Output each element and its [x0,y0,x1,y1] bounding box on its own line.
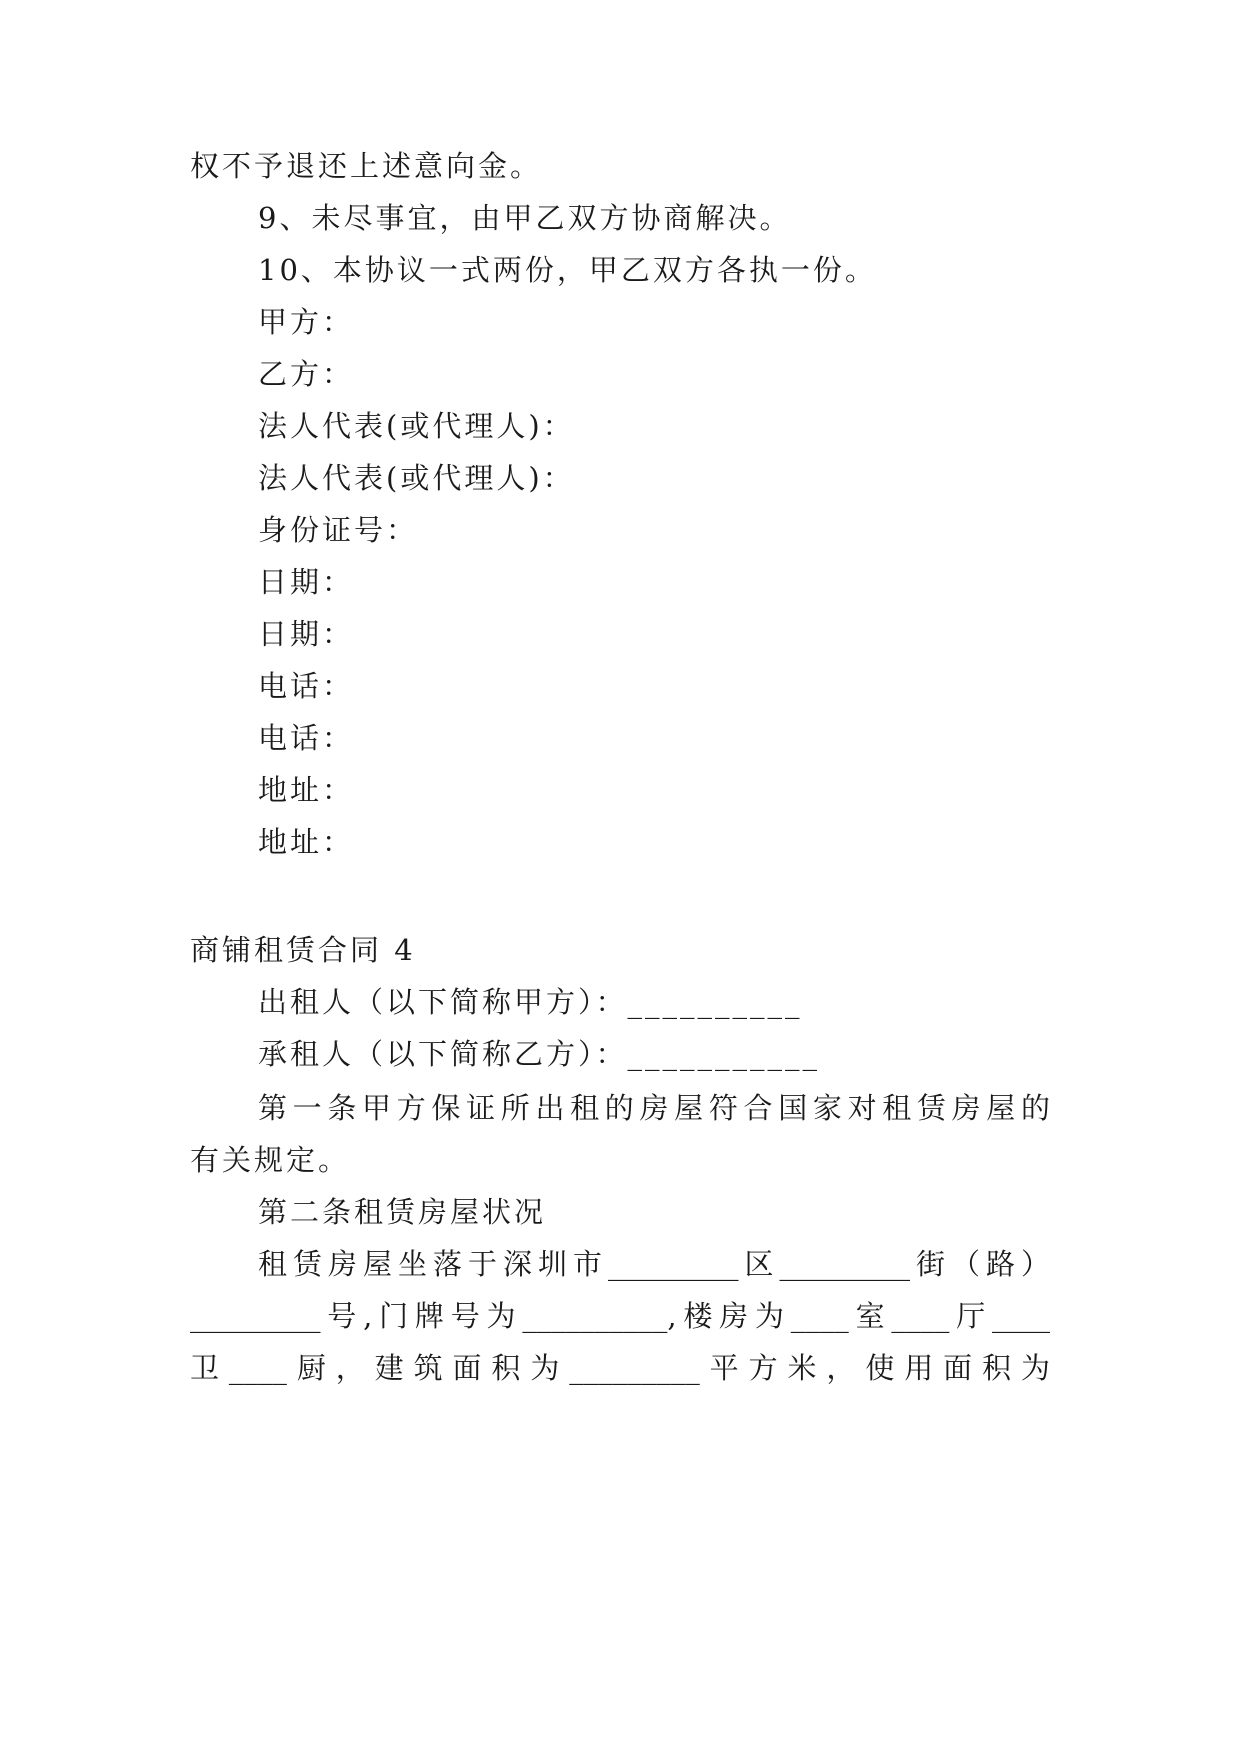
signature-label-address: 地址： [258,773,355,807]
lessor-line: 出租人（以下简称甲方）：__________ [258,985,803,1019]
property-area-line: 卫____厨，建筑面积为_________平方米，使用面积为 [190,1351,1050,1385]
lessee-line: 承租人（以下简称乙方）：___________ [258,1037,821,1071]
section-title: 商铺租赁合同 4 [190,933,416,967]
signature-label-representative: 法人代表(或代理人)： [258,409,575,443]
text-line: 权不予退还上述意向金。 [190,149,543,183]
signature-label-phone: 电话： [258,669,355,703]
signature-label-representative: 法人代表(或代理人)： [258,461,575,495]
signature-label-party-b: 乙方： [258,357,355,391]
text-line: 9、未尽事宜，由甲乙双方协商解决。 [258,201,792,235]
signature-label-phone: 电话： [258,721,355,755]
article-one-text: 第一条甲方保证所出租的房屋符合国家对租赁房屋的 [258,1091,1050,1125]
text-line: 有关规定。 [190,1143,351,1177]
property-location-line: 租赁房屋坐落于深圳市_________区_________街（路） [258,1247,1050,1281]
text-line: 10、本协议一式两份，甲乙双方各执一份。 [258,253,877,287]
property-number-line: _________号,门牌号为__________,楼房为____室____厅____ [190,1299,1050,1333]
signature-label-date: 日期： [258,565,355,599]
signature-label-party-a: 甲方： [258,305,355,339]
signature-label-id-number: 身份证号： [258,513,419,547]
signature-label-address: 地址： [258,825,355,859]
signature-label-date: 日期： [258,617,355,651]
article-two-heading: 第二条租赁房屋状况 [258,1195,547,1229]
